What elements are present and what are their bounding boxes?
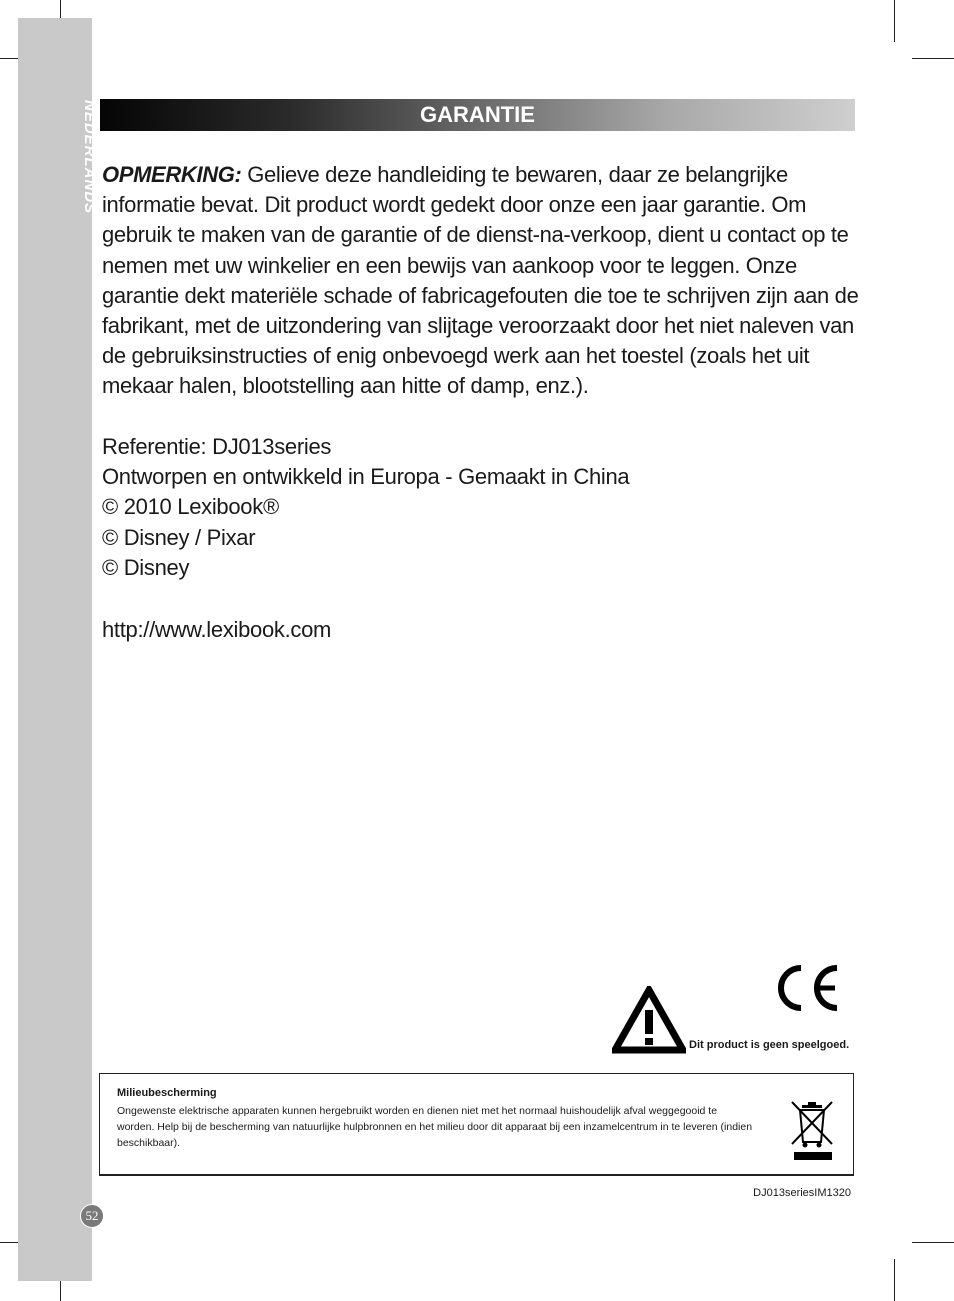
section-title: GARANTIE (420, 102, 535, 127)
crop-mark (912, 58, 954, 59)
copyright-disney: © Disney (102, 554, 190, 580)
designed-line: Ontworpen en ontwikkeld in Europa - Gemaakt in China (102, 464, 630, 490)
environment-box (99, 1073, 854, 1176)
section-title-bar (100, 99, 855, 131)
language-label: NEDERLANDS (81, 100, 98, 215)
warranty-paragraph (102, 160, 862, 402)
copyright-lexibook: © 2010 Lexibook® (102, 494, 279, 520)
website-link[interactable]: http://www.lexibook.com (102, 617, 332, 642)
page-number: 52 (80, 1204, 104, 1228)
ce-mark-icon (771, 962, 841, 1014)
crop-mark (912, 1242, 954, 1243)
reference-line: Referentie: DJ013series (102, 434, 332, 459)
product-info (102, 432, 629, 583)
environment-text: Ongewenste elektrische apparaten kunnen hergebruikt worden en dienen niet met het normaal huishoudelijk afval weggegooid te worden. Help bij de bescherming van natuurlijke hulpbronnen en het milieu door dit apparaat bij een inzamelcentrum in te leveren (indien beschikbaar). (117, 1105, 753, 1149)
environment-title: Milieubescherming (117, 1087, 217, 1099)
warranty-lead: OPMERKING: (102, 162, 242, 187)
document-code: DJ013seriesIM1320 (753, 1187, 851, 1199)
warning-note: Dit product is geen speelgoed. (689, 1039, 850, 1051)
crop-mark (894, 1259, 895, 1301)
crossed-bin-icon (788, 1096, 838, 1162)
crop-mark (894, 0, 895, 42)
warranty-text: Gelieve deze handleiding te bewaren, daar ze belangrijke informatie bevat. Dit product wordt gedekt door onze een jaar garantie. Om gebruik te maken van de garantie of de dienst-na-verkoop, dient u contact op te nemen met uw winkelier en een bewijs van aankoop voor te leggen. Onze garantie dekt materiële schade of fabricagefouten die toe te schrijven zijn aan de fabrikant, met de uitzondering van slijtage veroorzaakt door het niet naleven van de gebruiksinstructies of enig onbevoegd werk aan het toestel (zoals het uit mekaar halen, blootstelling aan hitte of damp, enz.). (102, 162, 859, 399)
copyright-pixar: © Disney / Pixar (102, 524, 256, 550)
warning-triangle-icon (612, 986, 686, 1054)
